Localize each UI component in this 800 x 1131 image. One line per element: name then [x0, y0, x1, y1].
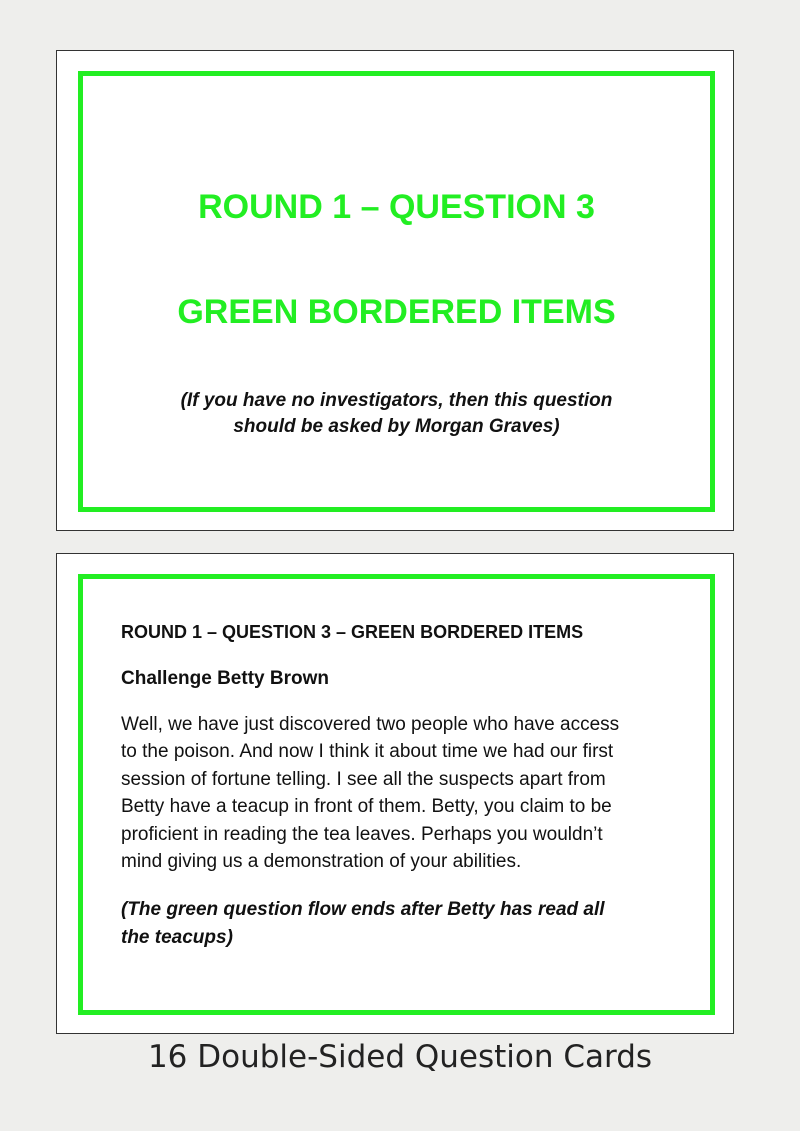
card-back-content: [121, 620, 681, 951]
body-line: to the poison. And now I think it about time we had our first: [121, 741, 614, 763]
card-title-round: ROUND 1 – QUESTION 3: [198, 188, 595, 226]
note-line: should be asked by Morgan Graves): [233, 416, 560, 437]
card-back-subheading: Challenge Betty Brown: [121, 668, 329, 689]
card-instruction-note: [83, 388, 710, 440]
note-line: (If you have no investigators, then this question: [180, 390, 613, 411]
body-line: Betty have a teacup in front of them. Betty, you claim to be: [121, 796, 612, 818]
card-back-heading: ROUND 1 – QUESTION 3 – GREEN BORDERED ITEMS: [121, 622, 584, 642]
card-title-category: GREEN BORDERED ITEMS: [177, 293, 616, 331]
green-border-frame: [78, 71, 715, 512]
body-line: proficient in reading the tea leaves. Perhaps you wouldn’t: [121, 823, 603, 845]
body-line: session of fortune telling. I see all the suspects apart from: [121, 768, 606, 790]
body-line: Well, we have just discovered two people who have access: [121, 714, 620, 735]
page-caption: 16 Double-Sided Question Cards: [147, 1039, 653, 1075]
note-line: the teacups): [121, 926, 233, 948]
body-line: mind giving us a demonstration of your abilities.: [121, 851, 522, 873]
question-card-back: [56, 553, 734, 1034]
card-back-note: [121, 896, 681, 951]
card-back-body: [121, 711, 681, 875]
note-line: (The green question flow ends after Betty has read all: [121, 899, 605, 921]
green-border-frame: [78, 574, 715, 1015]
question-card-front: [56, 50, 734, 531]
